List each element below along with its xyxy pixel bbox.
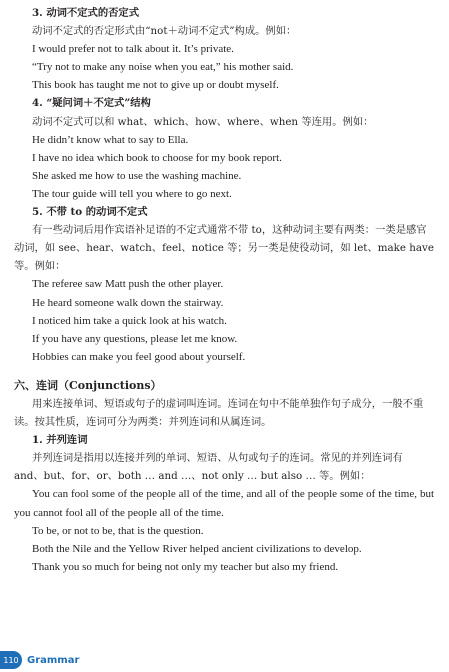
example-sentence: He didn’t know what to say to Ella. (32, 133, 189, 146)
example-sentence: She asked me how to use the washing machine. (32, 169, 242, 182)
section-3-description: 动词不定式的否定形式由“not＋动词不定式”构成。例如： (32, 25, 297, 38)
page-footer (0, 651, 79, 669)
section-6-1-heading: 1. 并列连词 (32, 434, 88, 447)
page-number: 110 (0, 651, 22, 669)
example-sentence: “Try not to make any noise when you eat,” his mother said. (32, 61, 294, 74)
section-5-description: 有一些动词后用作宾语补足语的不定式通常不带 to，这种动词主要有两类：一类是感官动词，如 see、hear、watch、feel、notice 等；另一类是使役动词，如 let、make have 等。例如： (14, 224, 434, 273)
example-sentence: Hobbies can make you feel good about yourself. (32, 350, 246, 363)
example-sentence: Both the Nile and the Yellow River helped ancient civilizations to develop. (32, 542, 362, 555)
section-6-description: 用来连接单词、短语或句子的虚词叫连词。连词在句中不能单独作句子成分，一般不重读。按其性质，连词可分为两类：并列连词和从属连词。 (14, 397, 424, 429)
example-sentence: The referee saw Matt push the other player. (32, 278, 224, 291)
footer-section-label: Grammar (27, 654, 80, 666)
example-sentence: I would prefer not to talk about it. It’s private. (32, 43, 234, 56)
example-sentence: Thank you so much for being not only my teacher but also my friend. (32, 560, 339, 573)
example-sentence: The tour guide will tell you where to go next. (32, 187, 232, 200)
example-sentence: I noticed him take a quick look at his watch. (32, 314, 227, 327)
example-sentence: I have no idea which book to choose for my book report. (32, 151, 282, 164)
section-4-description: 动词不定式可以和 what、which、how、where、when 等连用。例如： (32, 115, 374, 128)
example-sentence: This book has taught me not to give up or doubt myself. (32, 79, 279, 92)
example-sentence: If you have any questions, please let me know. (32, 332, 238, 345)
section-3-heading: 3. 动词不定式的否定式 (32, 7, 140, 19)
example-sentence: You can fool some of the people all of the time, and all of the people some of the time, but you cannot fool all of the people all of the time. (14, 488, 434, 519)
page-content (14, 4, 434, 576)
section-6-1-description: 并列连词是指用以连接并列的单词、短语、从句或句子的连词。常见的并列连词有 and、but、for、or、both … and …、not only … but also … 等。例如： (14, 452, 403, 483)
example-sentence: He heard someone walk down the stairway. (32, 296, 224, 309)
section-4-heading: 4. “疑问词＋不定式”结构 (32, 97, 151, 110)
section-6-heading: 六、连词（Conjunctions） (14, 378, 162, 392)
example-sentence: To be, or not to be, that is the question. (32, 524, 204, 537)
section-5-heading: 5. 不带 to 的动词不定式 (32, 206, 148, 219)
